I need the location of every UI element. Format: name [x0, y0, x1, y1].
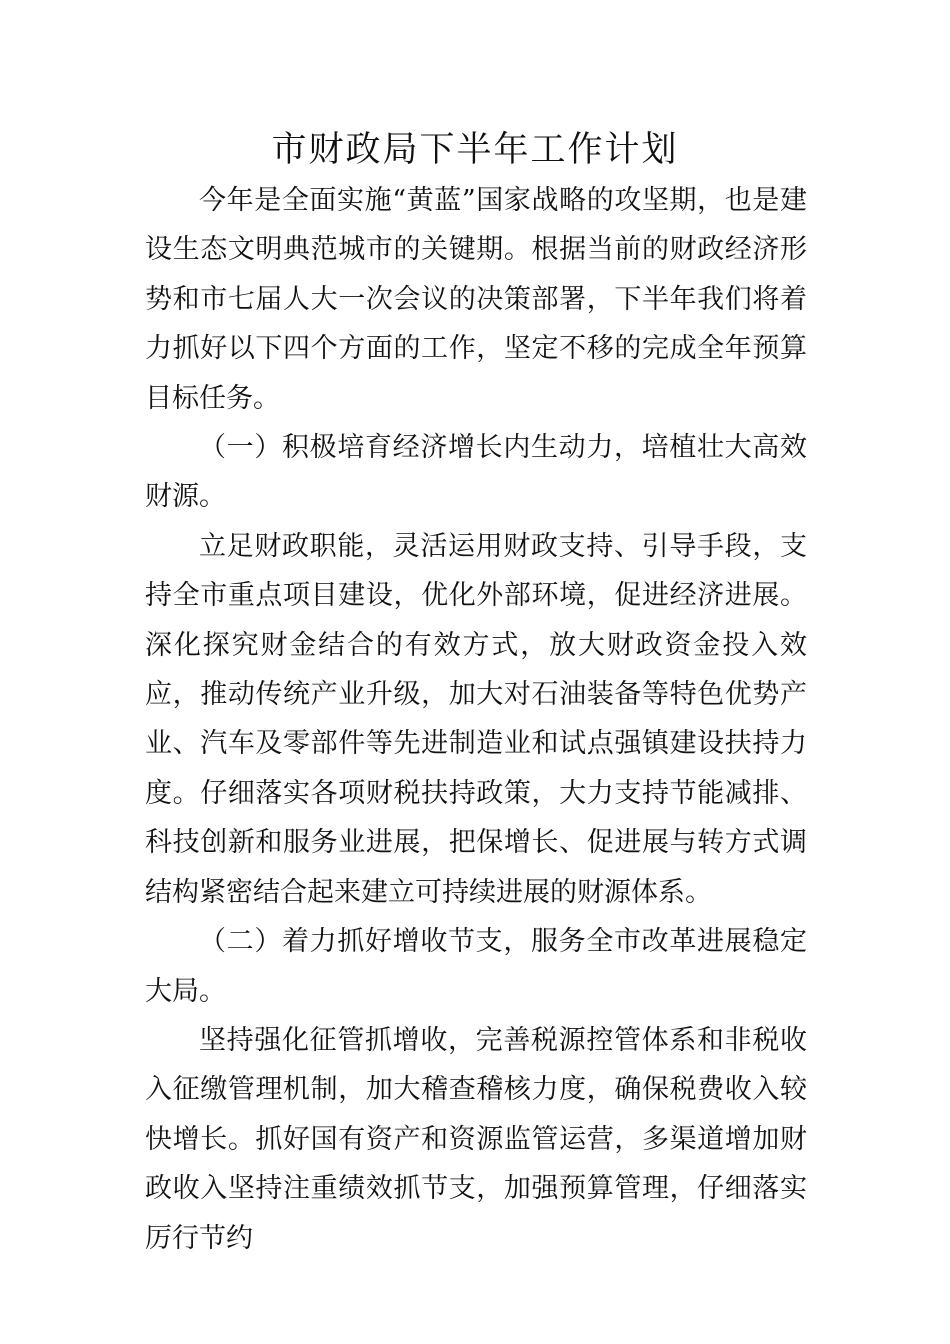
section-heading-2: （二）着力抓好增收节支，服务全市改革进展稳定大局。 [145, 926, 807, 1007]
document-body [145, 176, 807, 1263]
section-2-paragraph: 坚持强化征管抓增收，完善税源控管体系和非税收入征缴管理机制，加大稽查稽核力度，确保税费收入较快增长。抓好国有资产和资源监管运营，多渠道增加财政收入坚持注重绩效抓节支，加强预算管理，仔细落实厉行节约 [145, 1024, 807, 1254]
document-title: 市财政局下半年工作计划 [271, 130, 679, 170]
section-heading-1: （一）积极培育经济增长内生动力，培植壮大高效财源。 [145, 432, 807, 513]
section-1-paragraph: 立足财政职能，灵活运用财政支持、引导手段，支持全市重点项目建设，优化外部环境，促进经济进展。深化探究财金结合的有效方式，放大财政资金投入效应，推动传统产业升级，加大对石油装备等特色优势产业、汽车及零部件等先进制造业和试点强镇建设扶持力度。仔细落实各项财税扶持政策，大力支持节能减排、科技创新和服务业进展，把保增长、促进展与转方式调结构紧密结合起来建立可持续进展的财源体系。 [145, 530, 807, 908]
intro-paragraph: 今年是全面实施“黄蓝”国家战略的攻坚期，也是建设生态文明典范城市的关键期。根据当前的财政经济形势和市七届人大一次会议的决策部署，下半年我们将着力抓好以下四个方面的工作，坚定不移的完成全年预算目标任务。 [145, 185, 807, 414]
